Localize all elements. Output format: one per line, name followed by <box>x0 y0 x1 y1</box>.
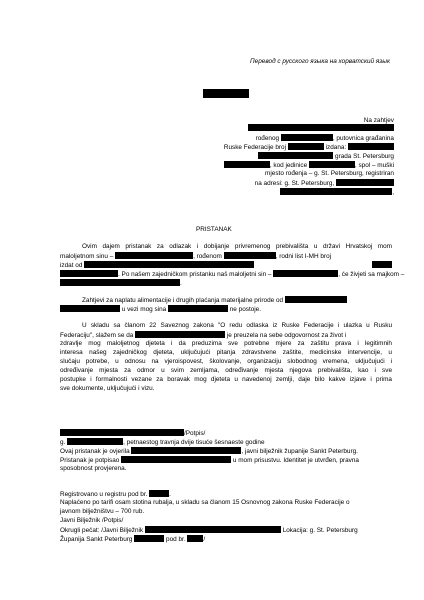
recipient-line-7: mjesto rođenja – g. St. Petersburg, registriran <box>265 170 394 177</box>
para2-line-2: u vezi mog sina ne postoje. <box>60 305 261 314</box>
stamp-line: Okrugli pečat: /Javni Bilježnik Lokacija: g. St. Petersburg <box>60 527 358 534</box>
para1-line-3: izdat od <box>60 261 254 270</box>
para3-line-8: sve dokumente, uključujući i vizu. <box>60 385 155 392</box>
recipient-line-9: , <box>280 188 394 197</box>
certified-line: Ovaj pristanak je ovjerila , javni bilježnik županije Sankt Peterburg. <box>60 448 358 455</box>
capacity-line: sposobnost provjerena. <box>60 465 127 472</box>
recipient-line-3: rođenog , putovnica građanina <box>255 135 394 142</box>
recipient-line-8: na adresi: g. St. Petersburg, <box>255 179 394 188</box>
recipient-line-1: Na zahtjev <box>363 117 394 124</box>
para1-line-2: maloljetnom sinu – , rođenom , rodni list I-MH broj <box>60 253 332 260</box>
county-line: Županija Sankt Peterburg pod br. / <box>60 536 206 543</box>
recipient-line-2 <box>248 124 394 133</box>
recipient-line-5: grada St. Petersburg <box>258 152 394 161</box>
fee-line: Naplaćeno po tarifi osam stotina rubalja, u skladu sa članom 15 Osnovnog zakona Ruske Federacije o <box>60 499 350 506</box>
para2-line-1: Zahtjevi za naplatu alimentacije i drugih plaćanja materijalne prirode od <box>82 296 347 305</box>
para1-line-4: . Po našem zajedničkom pristanku naš maloljetni sin – , će živjeti sa majkom – <box>60 270 404 279</box>
recipient-line-6: , kod jedinice , spol – muški <box>224 161 394 170</box>
fee-amount-line: javnom bilježništvu – 700 rub. <box>60 508 145 515</box>
date-line: g. , petnaestog travnja dvije tisuće šesnaeste godine <box>60 439 265 446</box>
signed-line: Pristanak je potpisao u mom prisustvu. Identitet je utvrđen, pravna <box>60 457 359 464</box>
registry-line: Registrovano u registru pod br. . <box>60 491 171 498</box>
redaction-block <box>203 89 249 100</box>
para3-line-1: U skladu sa članom 22 Saveznog zakona "O redu odlaska iz Ruske Federacije i ulazka u Rusku <box>82 322 392 329</box>
signature-line: /Potpis/ <box>60 429 205 438</box>
para3-line-2: Federaciju", slažem se da je preuzela na sebe odgovornost za život i <box>60 332 347 339</box>
para3-line-5: slučaju potrebe, u odnosu na vjeroispovest, školovanje, organizaciju slobodnog vremena, uključujući i <box>60 358 392 365</box>
recipient-line-4: Ruske Federacije broj izdana: <box>224 143 394 152</box>
translation-note: Перевод с русского языка на хорватский язык <box>250 58 390 65</box>
para3-line-7: postupke i formalnosti vezane za boravak mog djeteta u navedenoj zemlji, daje bilo kakve izjave i prima <box>60 376 392 383</box>
document-title: PRISTANAK <box>196 226 232 233</box>
para1-line-1: Ovim dajem pristanak za odlazak i dobijanje privremenog prebivališta u državi Hrvatskoj mom <box>82 243 392 250</box>
para1-redaction <box>372 261 392 270</box>
notary-line: Javni Bilježnik /Potpis/ <box>60 517 124 524</box>
para3-line-4: interesa našeg zajedničkog djeteta, uključujući pitanja zdravstvene zaštite, medicinske intervencije, u <box>60 349 392 356</box>
para3-line-3: zdravlje mog maloljetnog djeteta i da preduzima sve potrebne mjere za zaštitu prava i legitimnih <box>60 340 392 347</box>
para3-line-6: određivanje mjesta za odmor u svim zemljama, određivanje mjesta njegova prebivališta, kao i sve <box>60 367 392 374</box>
para1-line-5: . <box>60 279 182 288</box>
